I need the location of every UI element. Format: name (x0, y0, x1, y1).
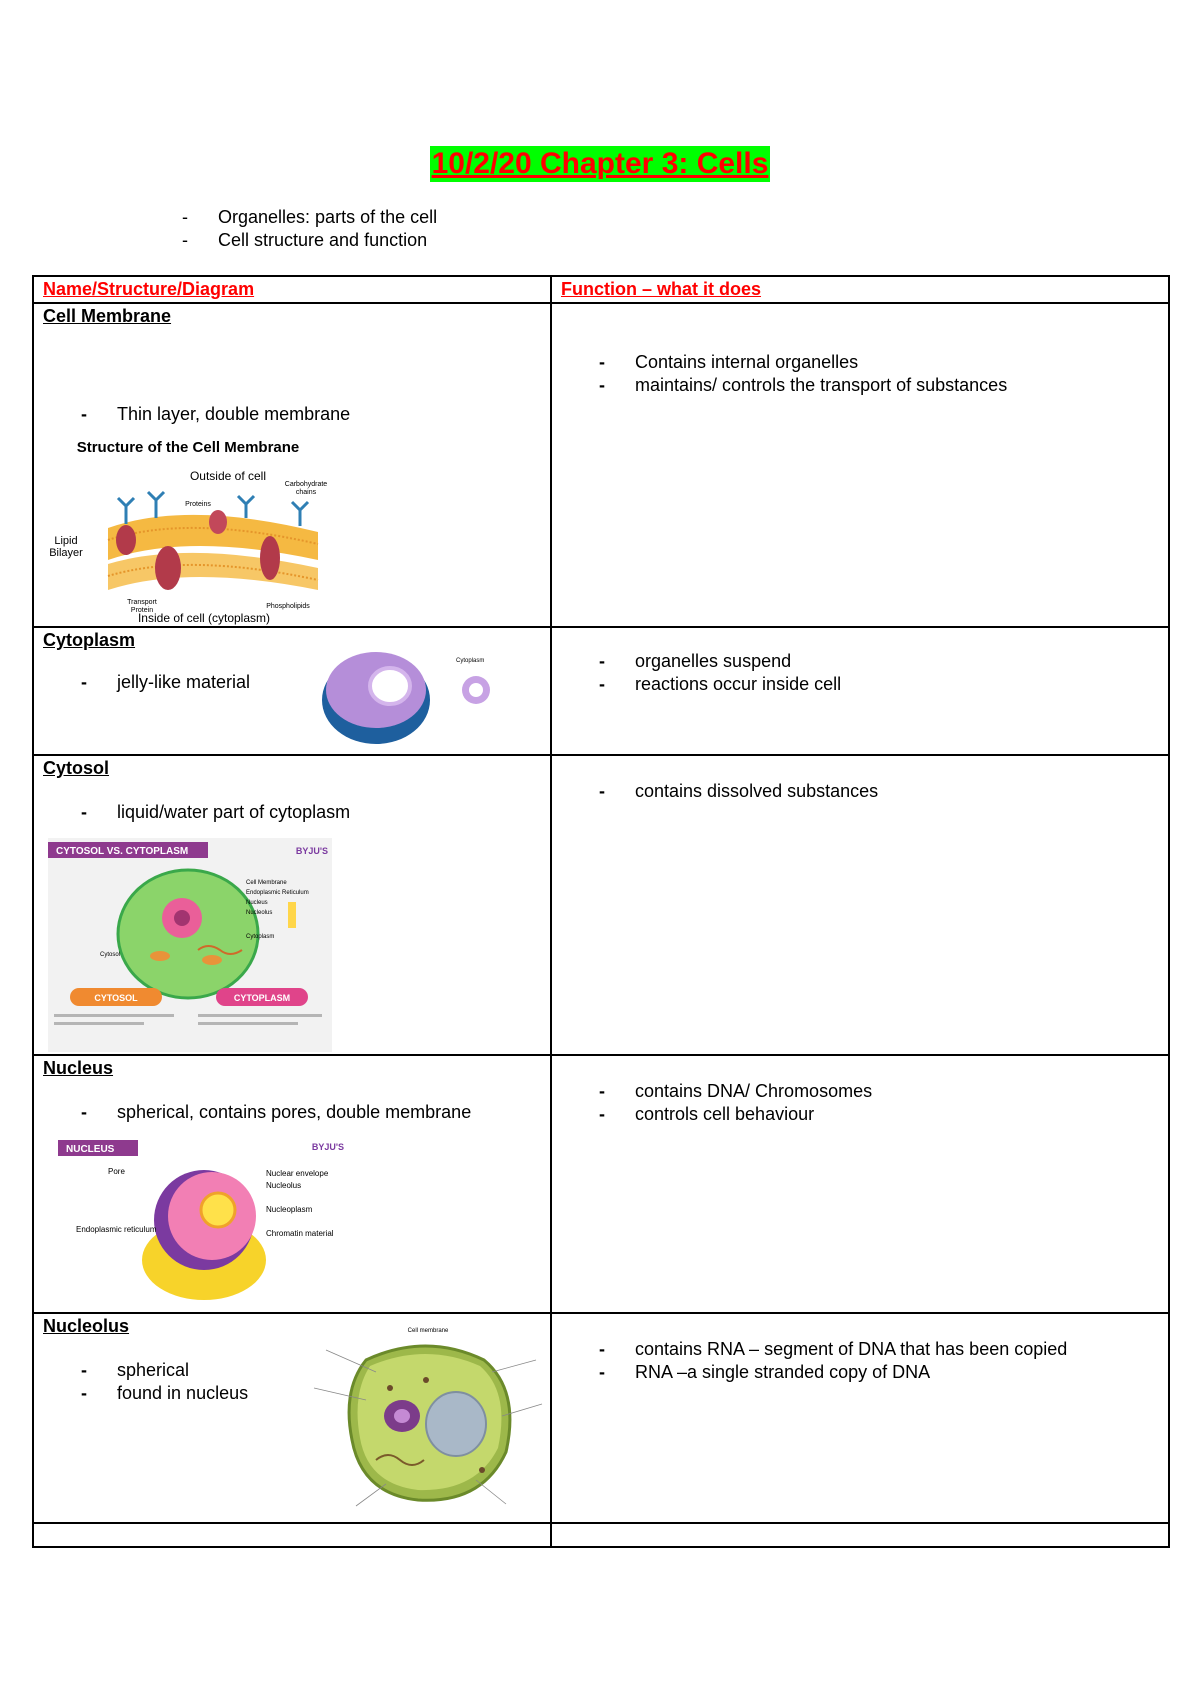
function-item: - Contains internal organelles (561, 351, 1159, 374)
structure-cell (33, 1313, 551, 1523)
function-cell (551, 1055, 1169, 1313)
cytosol-diagram (48, 838, 332, 1052)
diagram-brand: BYJU'S (311, 1142, 344, 1152)
diagram-label: Inside of cell (cytoplasm) (137, 611, 271, 625)
table-row (33, 303, 1169, 627)
diagram-brand: BYJU'S (295, 846, 328, 856)
diagram-label: Cell Membrane (246, 880, 287, 886)
function-item: - controls cell behaviour (561, 1103, 1159, 1126)
function-cell (551, 627, 1169, 755)
diagram-label: Nucleolus (246, 910, 273, 916)
functions-list (561, 1338, 1159, 1384)
diagram-label: Bilayer (49, 547, 83, 559)
diagram-banner: CYTOSOL VS. CYTOPLASM (56, 846, 189, 857)
note-item: - Thin layer, double membrane (43, 403, 541, 426)
header-label: Name/Structure/Diagram (43, 279, 255, 299)
intro-list (180, 206, 437, 252)
structure-cell (33, 1055, 551, 1313)
diagram-banner: NUCLEUS (66, 1144, 115, 1155)
intro-item: - Organelles: parts of the cell (180, 206, 437, 229)
diagram-label: Endoplasmic Reticulum (246, 890, 309, 896)
diagram-label: Nucleus (246, 900, 268, 906)
notes-list (43, 403, 541, 426)
note-item: - found in nucleus (43, 1382, 541, 1405)
functions-list (561, 1080, 1159, 1126)
diagram-label: chains (295, 489, 317, 496)
functions-list (561, 650, 1159, 696)
nucleus-diagram (58, 1136, 348, 1306)
function-cell (551, 303, 1169, 627)
functions-list (561, 351, 1159, 397)
table-row (33, 627, 1169, 755)
note-item: - jelly-like material (43, 671, 541, 694)
diagram-label: Cell membrane (407, 1328, 449, 1334)
structure-name: Cytosol (43, 758, 110, 778)
diagram-label: Nucleoplasm (266, 1205, 313, 1214)
structure-cell (33, 303, 551, 627)
function-cell (551, 1523, 1169, 1547)
function-item: - contains RNA – segment of DNA that has been copied (561, 1338, 1159, 1361)
cells-table (32, 275, 1170, 1548)
diagram-label: Outside of cell (189, 469, 267, 483)
diagram-title: Structure of the Cell Membrane (76, 440, 300, 456)
diagram-label: Lipid (54, 535, 78, 547)
page-title: 10/2/20 Chapter 3: Cells (431, 147, 769, 180)
structure-cell (33, 627, 551, 755)
structure-name: Cytoplasm (43, 630, 136, 650)
diagram-label: Transport (127, 599, 157, 606)
table-row (33, 1055, 1169, 1313)
header-label: Function – what it does (561, 279, 762, 299)
function-item: - organelles suspend (561, 650, 1159, 673)
function-item: - contains DNA/ Chromosomes (561, 1080, 1159, 1103)
structure-name: Nucleus (43, 1058, 114, 1078)
diagram-label: Protein (130, 607, 154, 614)
structure-name: Cell Membrane (43, 306, 172, 326)
diagram-label: Proteins (185, 501, 211, 508)
table-row (33, 1313, 1169, 1523)
diagram-pill: CYTOPLASM (233, 993, 291, 1003)
diagram-label: Phospholipids (266, 603, 310, 610)
diagram-label: Cytoplasm (246, 934, 275, 940)
diagram-label: Pore (108, 1167, 125, 1176)
diagram-label: Nucleolus (266, 1181, 302, 1190)
function-item: - contains dissolved substances (561, 780, 1159, 803)
cell-diagram (306, 1320, 550, 1516)
table-header-row (33, 276, 1169, 303)
diagram-label: Endoplasmic reticulum (76, 1225, 157, 1234)
notes-list (43, 801, 541, 824)
function-cell (551, 1313, 1169, 1523)
function-item: - reactions occur inside cell (561, 673, 1159, 696)
structure-name: Nucleolus (43, 1316, 130, 1336)
header-cell-name (33, 276, 551, 303)
cell-membrane-diagram (38, 440, 338, 626)
function-item: - maintains/ controls the transport of substances (561, 374, 1159, 397)
diagram-label: Cytosol (100, 952, 121, 958)
cytoplasm-diagram (304, 634, 514, 754)
diagram-pill: CYTOSOL (94, 993, 138, 1003)
note-item: - liquid/water part of cytoplasm (43, 801, 541, 824)
function-item: - RNA –a single stranded copy of DNA (561, 1361, 1159, 1384)
diagram-label: Chromatin material (266, 1229, 334, 1238)
notes-list (43, 1101, 541, 1124)
functions-list (561, 780, 1159, 803)
note-item: - spherical, contains pores, double membrane (43, 1101, 541, 1124)
table-row-empty (33, 1523, 1169, 1547)
function-cell (551, 755, 1169, 1055)
structure-cell (33, 755, 551, 1055)
diagram-label: Carbohydrate (284, 481, 328, 488)
diagram-label: Nuclear envelope (266, 1169, 329, 1178)
diagram-label: Cytoplasm (456, 658, 485, 664)
table-row (33, 755, 1169, 1055)
structure-cell (33, 1523, 551, 1547)
intro-item: - Cell structure and function (180, 229, 437, 252)
title-wrap (0, 146, 1200, 182)
note-item: - spherical (43, 1359, 541, 1382)
header-cell-function (551, 276, 1169, 303)
